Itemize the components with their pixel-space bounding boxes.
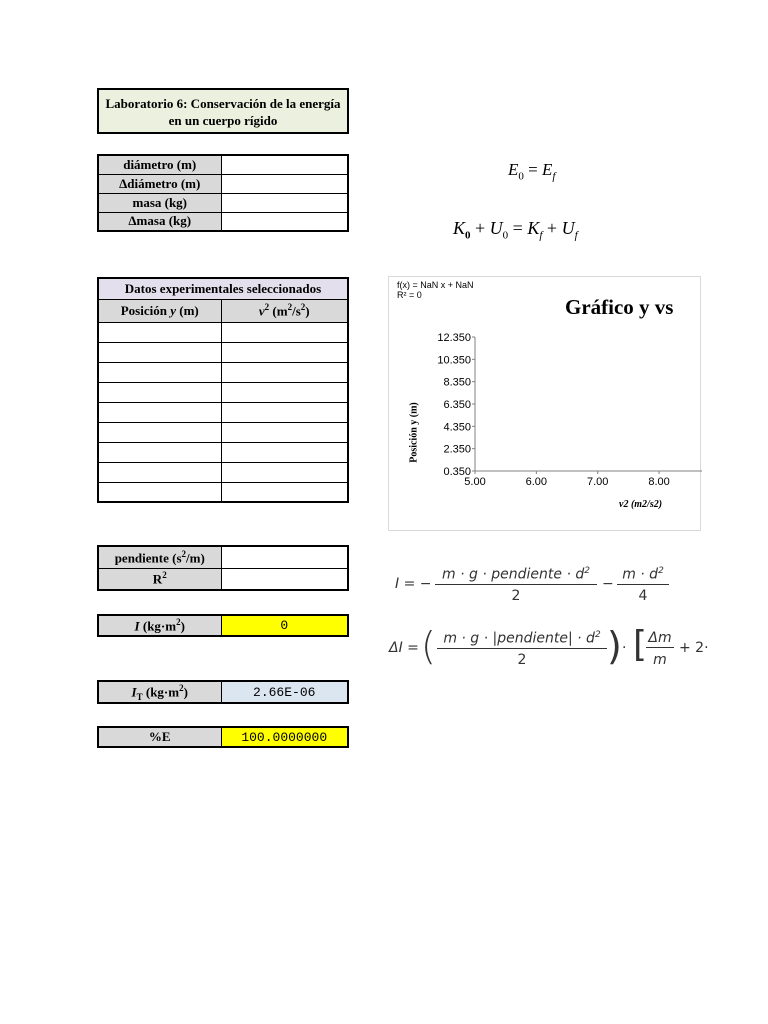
left-bracket-icon: [ bbox=[633, 624, 648, 665]
param-label: masa (kg) bbox=[98, 193, 221, 212]
col-header-posicion bbox=[98, 299, 221, 322]
label-text: ) bbox=[180, 618, 185, 634]
col-header-v2 bbox=[221, 299, 348, 322]
formula-text: m · g · |pendiente| · d bbox=[443, 630, 595, 647]
data-table-header-row bbox=[98, 278, 348, 299]
data-table-title: Datos experimentales seleccionados bbox=[98, 278, 348, 299]
eq-op: + bbox=[542, 218, 562, 238]
inertia-table bbox=[97, 614, 349, 637]
param-label: diámetro (m) bbox=[98, 155, 221, 174]
data-row bbox=[98, 462, 348, 482]
y-tick-label: 4.350 bbox=[443, 421, 471, 434]
v2-cell[interactable] bbox=[221, 322, 348, 342]
r2-label bbox=[98, 568, 221, 590]
col2-unit: (m bbox=[269, 303, 288, 319]
eq-op: + bbox=[470, 218, 490, 238]
label-text: pendiente (s bbox=[114, 549, 182, 565]
eq-sub: 0 bbox=[465, 229, 471, 242]
v2-cell[interactable] bbox=[221, 362, 348, 382]
lab-title bbox=[97, 88, 349, 134]
scatter-chart[interactable] bbox=[388, 276, 701, 531]
formula-op: − bbox=[602, 576, 614, 592]
y-tick-label: 0.350 bbox=[443, 466, 471, 478]
formula-exp: 2 bbox=[584, 566, 590, 576]
param-value-cell[interactable] bbox=[221, 155, 348, 174]
v2-cell[interactable] bbox=[221, 442, 348, 462]
x-tick-label: 5.00 bbox=[464, 476, 486, 488]
inertia-row bbox=[98, 615, 348, 636]
params-table bbox=[97, 154, 349, 232]
y-axis-label: Posición y (m) bbox=[408, 402, 420, 463]
left-paren-icon: ( bbox=[421, 624, 436, 668]
data-row bbox=[98, 342, 348, 362]
y-tick-label: 6.350 bbox=[443, 399, 471, 411]
eq-term: U bbox=[561, 218, 575, 238]
label-text: /m) bbox=[186, 549, 205, 565]
label-text: R bbox=[152, 571, 163, 587]
theoretical-inertia-label bbox=[98, 681, 221, 703]
param-label: Δdiámetro (m) bbox=[98, 174, 221, 193]
posicion-cell[interactable] bbox=[98, 402, 221, 422]
posicion-cell[interactable] bbox=[98, 422, 221, 442]
formula-op: · bbox=[622, 640, 627, 656]
col2-unit-exp: 2 bbox=[300, 301, 306, 312]
label-text: (kg·m bbox=[142, 683, 180, 699]
formula-tail: + 2· bbox=[679, 640, 709, 656]
y-tick-label: 10.350 bbox=[437, 354, 471, 367]
data-row bbox=[98, 442, 348, 462]
percent-error-label: %E bbox=[98, 727, 221, 747]
param-value-cell[interactable] bbox=[221, 174, 348, 193]
label-text: (kg·m bbox=[139, 618, 177, 634]
param-value-cell[interactable] bbox=[221, 212, 348, 231]
posicion-cell[interactable] bbox=[98, 362, 221, 382]
trendline-equation: f(x) = NaN x + NaN bbox=[397, 280, 474, 290]
data-row bbox=[98, 322, 348, 342]
chart-plot bbox=[389, 277, 702, 532]
formula-denominator-2: m bbox=[653, 652, 667, 668]
v2-cell[interactable] bbox=[221, 462, 348, 482]
formula-exp: 2 bbox=[594, 630, 601, 640]
theoretical-inertia-value[interactable]: 2.66E-06 bbox=[221, 681, 348, 703]
col1-text: Posición bbox=[120, 302, 171, 318]
x-tick-label: 7.00 bbox=[586, 476, 609, 488]
posicion-cell[interactable] bbox=[98, 482, 221, 502]
inertia-label bbox=[98, 615, 221, 636]
label-var: I bbox=[131, 683, 137, 699]
label-exp: 2 bbox=[179, 682, 184, 693]
formula-exp: 2 bbox=[658, 566, 664, 576]
formula-numerator bbox=[435, 566, 597, 585]
col2-unit-exp: 2 bbox=[287, 301, 293, 312]
col2-var: v bbox=[258, 303, 265, 319]
percent-error-table bbox=[97, 726, 349, 748]
eq-term: E bbox=[508, 160, 519, 179]
formula-text: m · g · pendiente · d bbox=[442, 566, 585, 583]
formula-numerator-2 bbox=[617, 566, 669, 585]
percent-error-value[interactable]: 100.0000000 bbox=[221, 727, 348, 747]
eq-sub: 0 bbox=[518, 170, 524, 183]
label-exp: 2 bbox=[181, 548, 187, 559]
eq-term: K bbox=[527, 218, 540, 238]
param-row-diametro bbox=[98, 155, 348, 174]
percent-error-row bbox=[98, 727, 348, 747]
v2-cell[interactable] bbox=[221, 342, 348, 362]
formula-denominator-2: 4 bbox=[638, 588, 648, 604]
param-value-cell[interactable] bbox=[221, 193, 348, 212]
theoretical-inertia-table bbox=[97, 680, 349, 704]
trendline-r2: R² = 0 bbox=[397, 290, 422, 300]
col1-unit: (m) bbox=[176, 302, 199, 318]
posicion-cell[interactable] bbox=[98, 342, 221, 362]
data-row bbox=[98, 482, 348, 502]
y-tick-label: 8.350 bbox=[443, 376, 471, 389]
data-table-body bbox=[98, 322, 348, 502]
v2-cell[interactable] bbox=[221, 482, 348, 502]
col2-exp: 2 bbox=[264, 301, 270, 312]
energy-equation bbox=[508, 160, 555, 182]
formula-denominator: 2 bbox=[511, 588, 521, 604]
eq-sub: f bbox=[574, 229, 578, 242]
param-row-dmasa bbox=[98, 212, 348, 231]
r2-row bbox=[98, 568, 348, 590]
posicion-cell[interactable] bbox=[98, 442, 221, 462]
v2-cell[interactable] bbox=[221, 382, 348, 402]
formula-denominator: 2 bbox=[517, 652, 527, 668]
v2-cell[interactable] bbox=[221, 422, 348, 442]
formula-numerator-2: Δm bbox=[646, 630, 674, 648]
x-tick-label: 8.00 bbox=[648, 476, 670, 488]
right-paren-icon: ) bbox=[607, 624, 622, 668]
eq-term: K bbox=[453, 218, 466, 238]
x-axis-label: v2 (m2/s2) bbox=[619, 499, 663, 510]
inertia-uncertainty-formula bbox=[389, 624, 709, 676]
data-row bbox=[98, 422, 348, 442]
label-var: I bbox=[134, 618, 140, 634]
eq-sub: f bbox=[552, 170, 556, 183]
data-row bbox=[98, 362, 348, 382]
label-exp: 2 bbox=[162, 570, 167, 581]
col2-unit: ) bbox=[305, 303, 310, 319]
posicion-cell[interactable] bbox=[98, 322, 221, 342]
lab-title-text: Laboratorio 6: Conservación de la energía en un cuerpo rígido bbox=[105, 96, 341, 128]
label-sub: T bbox=[136, 691, 143, 702]
data-table-colhead-row bbox=[98, 299, 348, 322]
data-table bbox=[97, 277, 349, 503]
inertia-formula bbox=[395, 562, 695, 610]
posicion-cell[interactable] bbox=[98, 462, 221, 482]
param-row-ddiametro bbox=[98, 174, 348, 193]
formula-lhs: ΔI = bbox=[389, 640, 419, 656]
col2-unit: /s bbox=[292, 303, 301, 319]
inertia-value[interactable]: 0 bbox=[221, 615, 348, 636]
y-tick-label: 2.350 bbox=[443, 443, 471, 456]
y-tick-label: 12.350 bbox=[437, 332, 471, 344]
r2-value[interactable] bbox=[221, 568, 348, 590]
label-exp: 2 bbox=[176, 616, 181, 627]
theoretical-inertia-row bbox=[98, 681, 348, 703]
pendiente-row bbox=[98, 546, 348, 568]
eq-sub: f bbox=[539, 229, 543, 242]
posicion-cell[interactable] bbox=[98, 382, 221, 402]
pendiente-value[interactable] bbox=[221, 546, 348, 568]
eq-term: U bbox=[489, 218, 503, 238]
eq-sub: 0 bbox=[502, 229, 509, 242]
eq-term: E bbox=[541, 160, 553, 179]
data-row bbox=[98, 382, 348, 402]
eq-op: = bbox=[523, 160, 542, 179]
kinetic-potential-equation bbox=[453, 218, 578, 242]
formula-numerator bbox=[437, 630, 607, 649]
formula-text: m · d bbox=[622, 566, 659, 583]
data-row bbox=[98, 402, 348, 422]
x-tick-label: 6.00 bbox=[525, 476, 548, 488]
param-label: Δmasa (kg) bbox=[98, 212, 221, 231]
col1-var: y bbox=[170, 302, 176, 318]
formula-lhs: I = − bbox=[395, 576, 432, 592]
label-text: ) bbox=[183, 683, 188, 699]
param-row-masa bbox=[98, 193, 348, 212]
fit-results-table bbox=[97, 545, 349, 591]
pendiente-label bbox=[98, 546, 221, 568]
chart-title: Gráfico y vs bbox=[565, 295, 674, 319]
eq-op: = bbox=[508, 218, 528, 238]
v2-cell[interactable] bbox=[221, 402, 348, 422]
